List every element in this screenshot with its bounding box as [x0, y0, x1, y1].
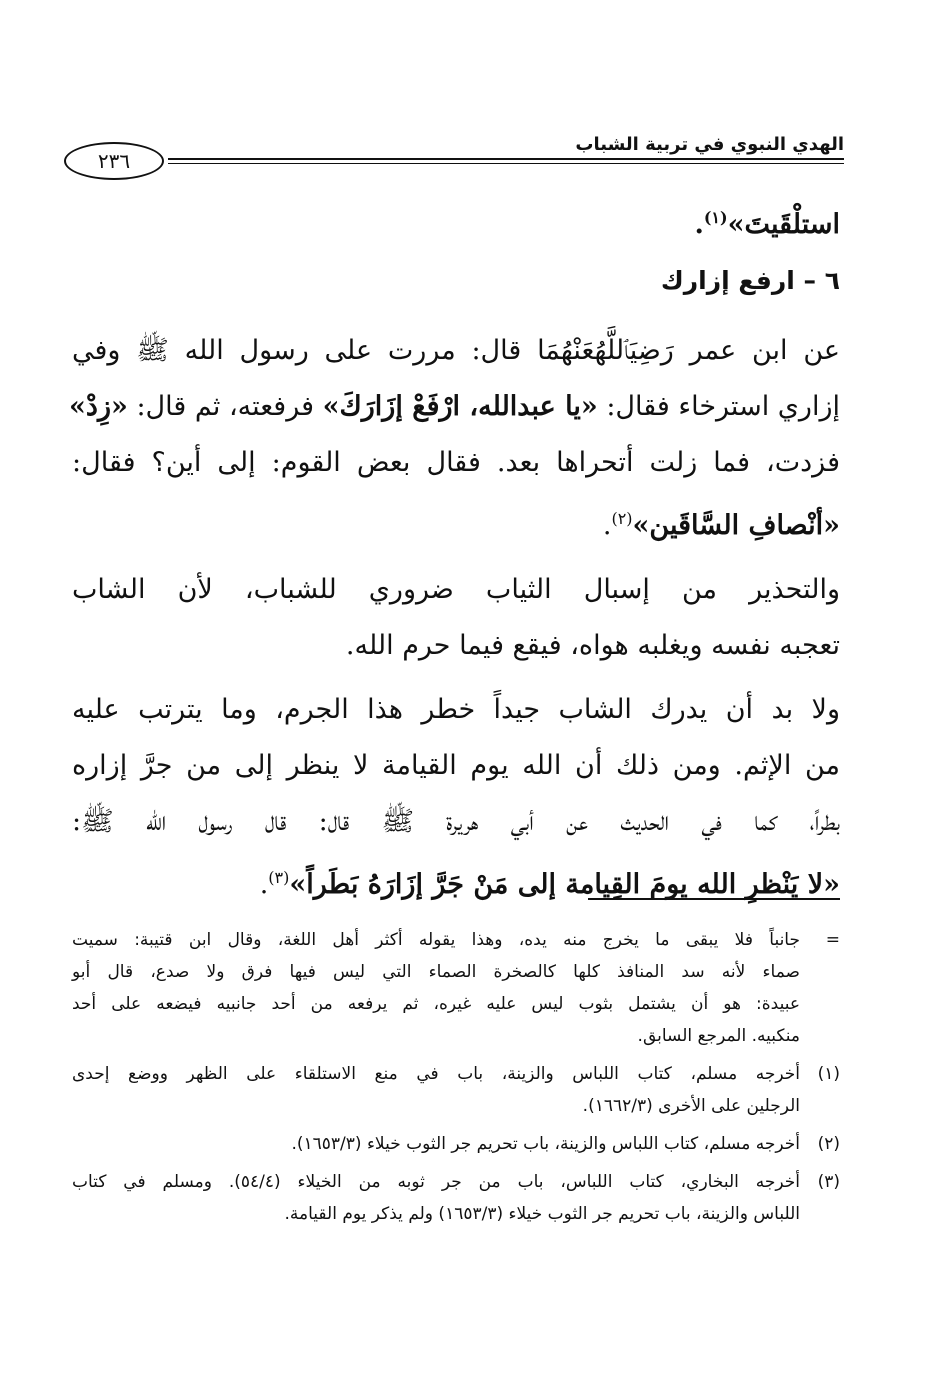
page-number: ٢٣٦	[64, 142, 164, 180]
period: .	[259, 869, 269, 900]
quote-ending: استلْقَيتَ»	[727, 209, 840, 240]
paragraph-gap	[72, 674, 840, 682]
running-title: الهدي النبوي في تربية الشباب	[575, 134, 844, 155]
footnote-marker: (١)	[817, 1064, 840, 1084]
footnote-3	[72, 1166, 840, 1230]
hadith-quote: «يا عبدالله، ارْفَعْ إزَارَكَ»	[322, 391, 598, 422]
footnote-ref-2: (٢)	[611, 509, 633, 528]
text-line: والتحذير من إسبال الثياب ضروري للشباب، لأن الشاب	[72, 574, 840, 605]
paragraph-warning	[72, 562, 840, 674]
period: .	[602, 510, 612, 541]
hadith-quote: «أنْصافِ السَّاقَين»	[632, 510, 840, 541]
page-header	[64, 128, 844, 178]
footnote-2	[72, 1128, 840, 1160]
footnote-separator	[588, 898, 840, 900]
text-segment: فرفعته، ثم قال:	[127, 391, 323, 422]
text-line: عن ابن عمر رَضِيَٱللَّهُعَنْهُمَا قال: مررت على رسول الله ﷺ وفي	[72, 335, 840, 366]
main-text	[69, 190, 840, 913]
footnote-ref-1: (١)	[703, 208, 728, 227]
footnote-marker: (٢)	[817, 1134, 840, 1154]
intro-line	[72, 190, 840, 253]
footnote-ref-3: (٣)	[268, 868, 290, 887]
footnote-line: أخرجه مسلم، كتاب اللباس والزينة، باب في منع الاستلقاء على الظهر ووضع إحدى	[72, 1064, 800, 1084]
footnote-1	[72, 1058, 840, 1122]
footnotes	[72, 924, 840, 1236]
text-segment: إزاري استرخاء فقال:	[597, 391, 840, 422]
section-heading: ٦ – ارفع إزارك	[660, 266, 840, 295]
text-line	[72, 491, 840, 554]
paragraph-gap	[72, 554, 840, 562]
footnote-line: منكبيه. المرجع السابق.	[637, 1026, 800, 1046]
paragraph-hadith-abu-hurayra	[72, 682, 840, 913]
hadith-quote: «لا يَنْظرِ الله يومَ القِيامة إلى مَنْ جَرَّ إزَارَهُ بَطَراً»	[289, 869, 840, 900]
text-line: ولا بد أن يدرك الشاب جيداً خطر هذا الجرم، وما يترتب عليه	[72, 694, 840, 725]
text-line: تعجبه نفسه ويغلبه هواه، فيقع فيما حرم الله.	[345, 630, 840, 661]
header-rule	[168, 158, 844, 160]
period: .	[694, 209, 704, 240]
footnote-line: عبيدة: هو أن يشتمل بثوب ليس عليه غيره، ثم يرفعه من أحد جانبيه فيضعه على أحد	[72, 994, 800, 1014]
footnote-line: الرجلين على الأخرى (١٦٦٢/٣).	[582, 1096, 800, 1116]
text-line: بطراً، كما في الحديث عن أبي هريرة ﷺ قال: قال رسول الله ﷺ:	[72, 806, 840, 837]
footnote-line: اللباس والزينة، باب تحريم جر الثوب خيلاء (١٦٥٣/٣) ولم يذكر يوم القيامة.	[284, 1204, 800, 1224]
footnote-line: أخرجه مسلم، كتاب اللباس والزينة، باب تحريم جر الثوب خيلاء (١٦٥٣/٣).	[291, 1134, 800, 1154]
text-line	[69, 379, 840, 435]
footnote-marker: =	[825, 930, 840, 950]
text-line: فزدت، فما زلت أتحراها بعد. فقال بعض القوم: إلى أين؟ فقال:	[72, 447, 840, 478]
footnote-marker: (٣)	[817, 1172, 840, 1192]
footnote-continuation	[72, 924, 840, 1052]
hadith-quote: «زِدْ»	[69, 391, 128, 422]
text-line: من الإثم. ومن ذلك أن الله يوم القيامة لا ينظر إلى من جرَّ إزاره	[72, 750, 840, 781]
text-line	[72, 850, 840, 913]
footnote-line: جانباً فلا يبقى ما يخرج منه يده، وهذا يقوله أكثر أهل اللغة، وقال ابن قتيبة: سميت	[72, 930, 800, 950]
footnote-line: صماء لأنه سد المنافذ كلها كالصخرة الصماء التي ليس فيها فرق ولا صدع، قال أبو	[72, 962, 800, 982]
paragraph-hadith-ibn-umar	[69, 323, 840, 554]
footnote-line: أخرجه البخاري، كتاب اللباس، باب من جر ثوبه من الخيلاء (٥٤/٤). ومسلم في كتاب	[72, 1172, 801, 1192]
header-rule-thin	[168, 163, 844, 164]
